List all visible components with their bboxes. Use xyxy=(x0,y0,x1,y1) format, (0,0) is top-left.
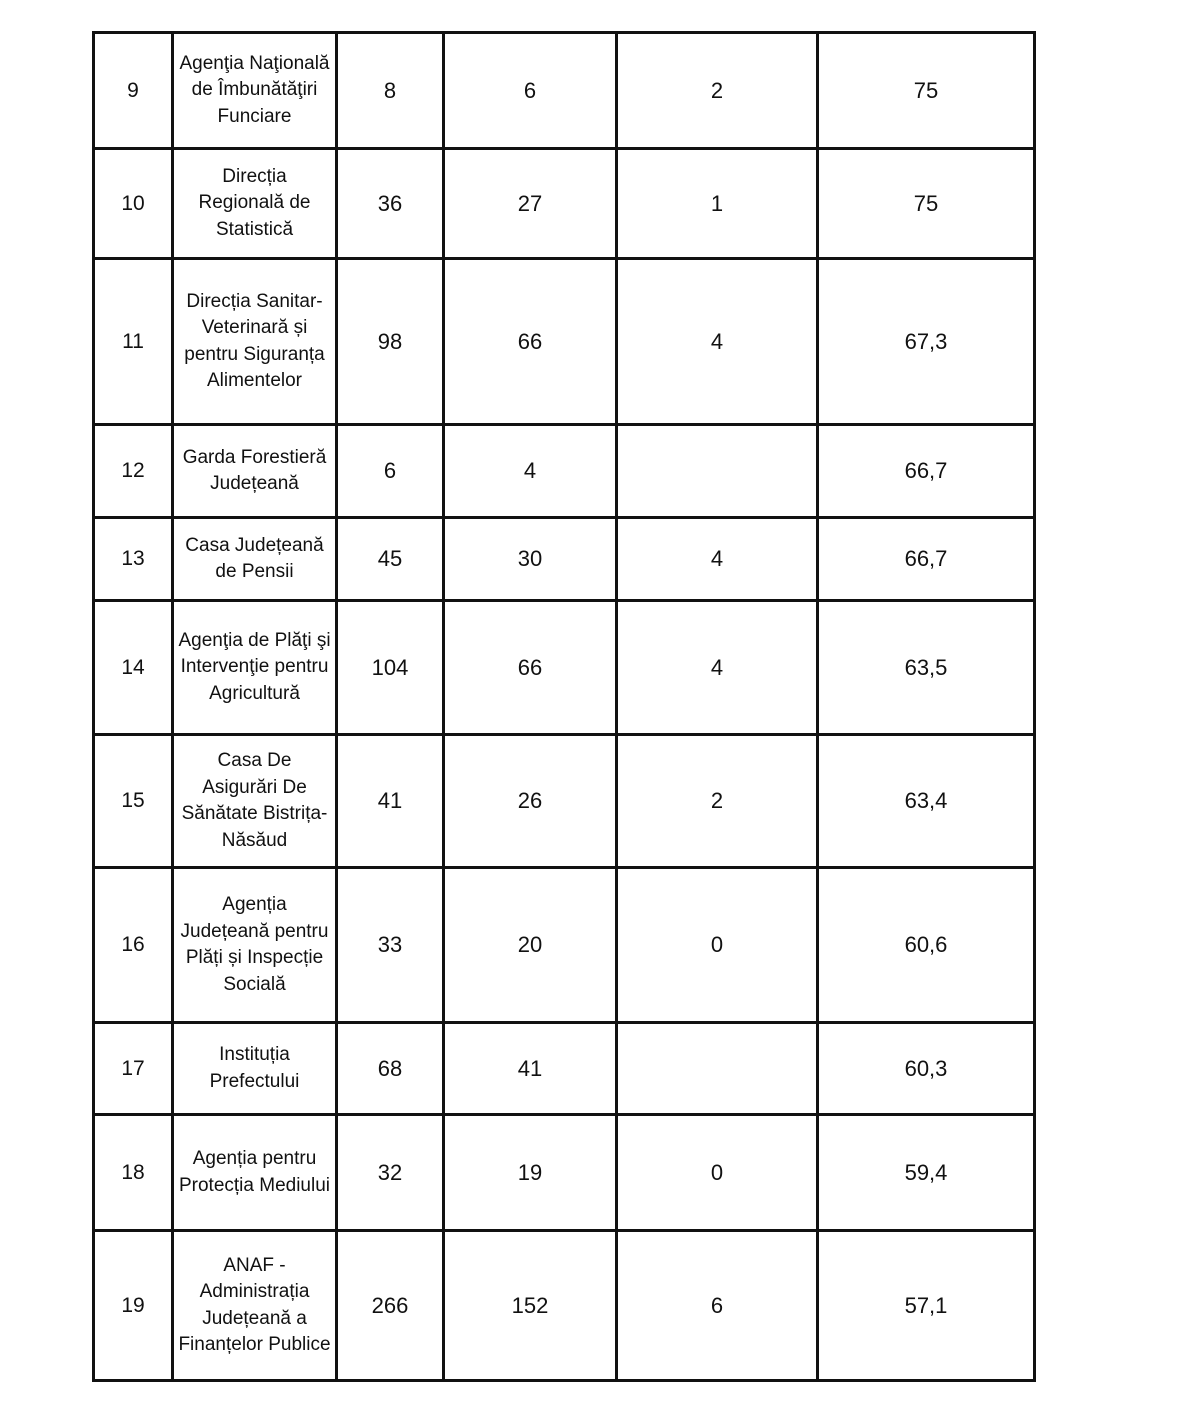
value-cell-2: 20 xyxy=(444,868,617,1023)
percentage-cell: 57,1 xyxy=(818,1231,1035,1381)
value-cell-3: 2 xyxy=(617,33,818,149)
row-number-cell: 10 xyxy=(94,149,173,259)
value-cell-2: 30 xyxy=(444,518,617,601)
table-row xyxy=(94,868,1035,1023)
institution-name-cell: Agenția pentru Protecția Mediului xyxy=(173,1115,337,1231)
value-cell-1: 104 xyxy=(337,601,444,735)
institution-name-cell: Agenţia de Plăţi şi Intervenţie pentru Agricultură xyxy=(173,601,337,735)
value-cell-2: 41 xyxy=(444,1023,617,1115)
value-cell-1: 41 xyxy=(337,735,444,868)
table-row xyxy=(94,33,1035,149)
percentage-cell: 60,6 xyxy=(818,868,1035,1023)
value-cell-3: 0 xyxy=(617,868,818,1023)
value-cell-2: 66 xyxy=(444,259,617,425)
row-number-cell: 11 xyxy=(94,259,173,425)
row-number-cell: 14 xyxy=(94,601,173,735)
institution-name-cell: Agenţia Naţională de Îmbunătăţiri Funciare xyxy=(173,33,337,149)
value-cell-2: 19 xyxy=(444,1115,617,1231)
percentage-cell: 60,3 xyxy=(818,1023,1035,1115)
table-row xyxy=(94,1115,1035,1231)
value-cell-1: 45 xyxy=(337,518,444,601)
institution-name-cell: Casa Județeană de Pensii xyxy=(173,518,337,601)
value-cell-1: 33 xyxy=(337,868,444,1023)
percentage-cell: 63,4 xyxy=(818,735,1035,868)
institution-name-cell: Casa De Asigurări De Sănătate Bistrița-Năsăud xyxy=(173,735,337,868)
percentage-cell: 59,4 xyxy=(818,1115,1035,1231)
row-number-cell: 9 xyxy=(94,33,173,149)
value-cell-1: 8 xyxy=(337,33,444,149)
row-number-cell: 15 xyxy=(94,735,173,868)
institution-name-cell: Instituția Prefectului xyxy=(173,1023,337,1115)
table-row xyxy=(94,259,1035,425)
table-row xyxy=(94,735,1035,868)
percentage-cell: 66,7 xyxy=(818,425,1035,518)
row-number-cell: 16 xyxy=(94,868,173,1023)
value-cell-2: 27 xyxy=(444,149,617,259)
value-cell-1: 32 xyxy=(337,1115,444,1231)
value-cell-1: 68 xyxy=(337,1023,444,1115)
value-cell-2: 66 xyxy=(444,601,617,735)
value-cell-3 xyxy=(617,425,818,518)
value-cell-3: 4 xyxy=(617,518,818,601)
row-number-cell: 19 xyxy=(94,1231,173,1381)
value-cell-1: 6 xyxy=(337,425,444,518)
institution-name-cell: Garda Forestieră Județeană xyxy=(173,425,337,518)
institution-name-cell: Direcția Regională de Statistică xyxy=(173,149,337,259)
percentage-cell: 63,5 xyxy=(818,601,1035,735)
table-row xyxy=(94,1231,1035,1381)
value-cell-3: 4 xyxy=(617,259,818,425)
percentage-cell: 66,7 xyxy=(818,518,1035,601)
value-cell-1: 266 xyxy=(337,1231,444,1381)
row-number-cell: 18 xyxy=(94,1115,173,1231)
table-row xyxy=(94,1023,1035,1115)
value-cell-2: 152 xyxy=(444,1231,617,1381)
percentage-cell: 75 xyxy=(818,149,1035,259)
value-cell-3: 4 xyxy=(617,601,818,735)
institution-name-cell: ANAF - Administrația Județeană a Finanțelor Publice xyxy=(173,1231,337,1381)
value-cell-2: 26 xyxy=(444,735,617,868)
row-number-cell: 17 xyxy=(94,1023,173,1115)
row-number-cell: 13 xyxy=(94,518,173,601)
table-row xyxy=(94,601,1035,735)
institutions-table xyxy=(92,31,1036,1382)
percentage-cell: 75 xyxy=(818,33,1035,149)
value-cell-3: 2 xyxy=(617,735,818,868)
institution-name-cell: Agenția Județeană pentru Plăți și Inspecție Socială xyxy=(173,868,337,1023)
value-cell-2: 4 xyxy=(444,425,617,518)
percentage-cell: 67,3 xyxy=(818,259,1035,425)
value-cell-1: 98 xyxy=(337,259,444,425)
value-cell-3: 1 xyxy=(617,149,818,259)
row-number-cell: 12 xyxy=(94,425,173,518)
table-row xyxy=(94,425,1035,518)
value-cell-3: 6 xyxy=(617,1231,818,1381)
value-cell-1: 36 xyxy=(337,149,444,259)
value-cell-3 xyxy=(617,1023,818,1115)
table-row xyxy=(94,149,1035,259)
value-cell-3: 0 xyxy=(617,1115,818,1231)
institution-name-cell: Direcția Sanitar-Veterinară și pentru Siguranța Alimentelor xyxy=(173,259,337,425)
table-row xyxy=(94,518,1035,601)
value-cell-2: 6 xyxy=(444,33,617,149)
